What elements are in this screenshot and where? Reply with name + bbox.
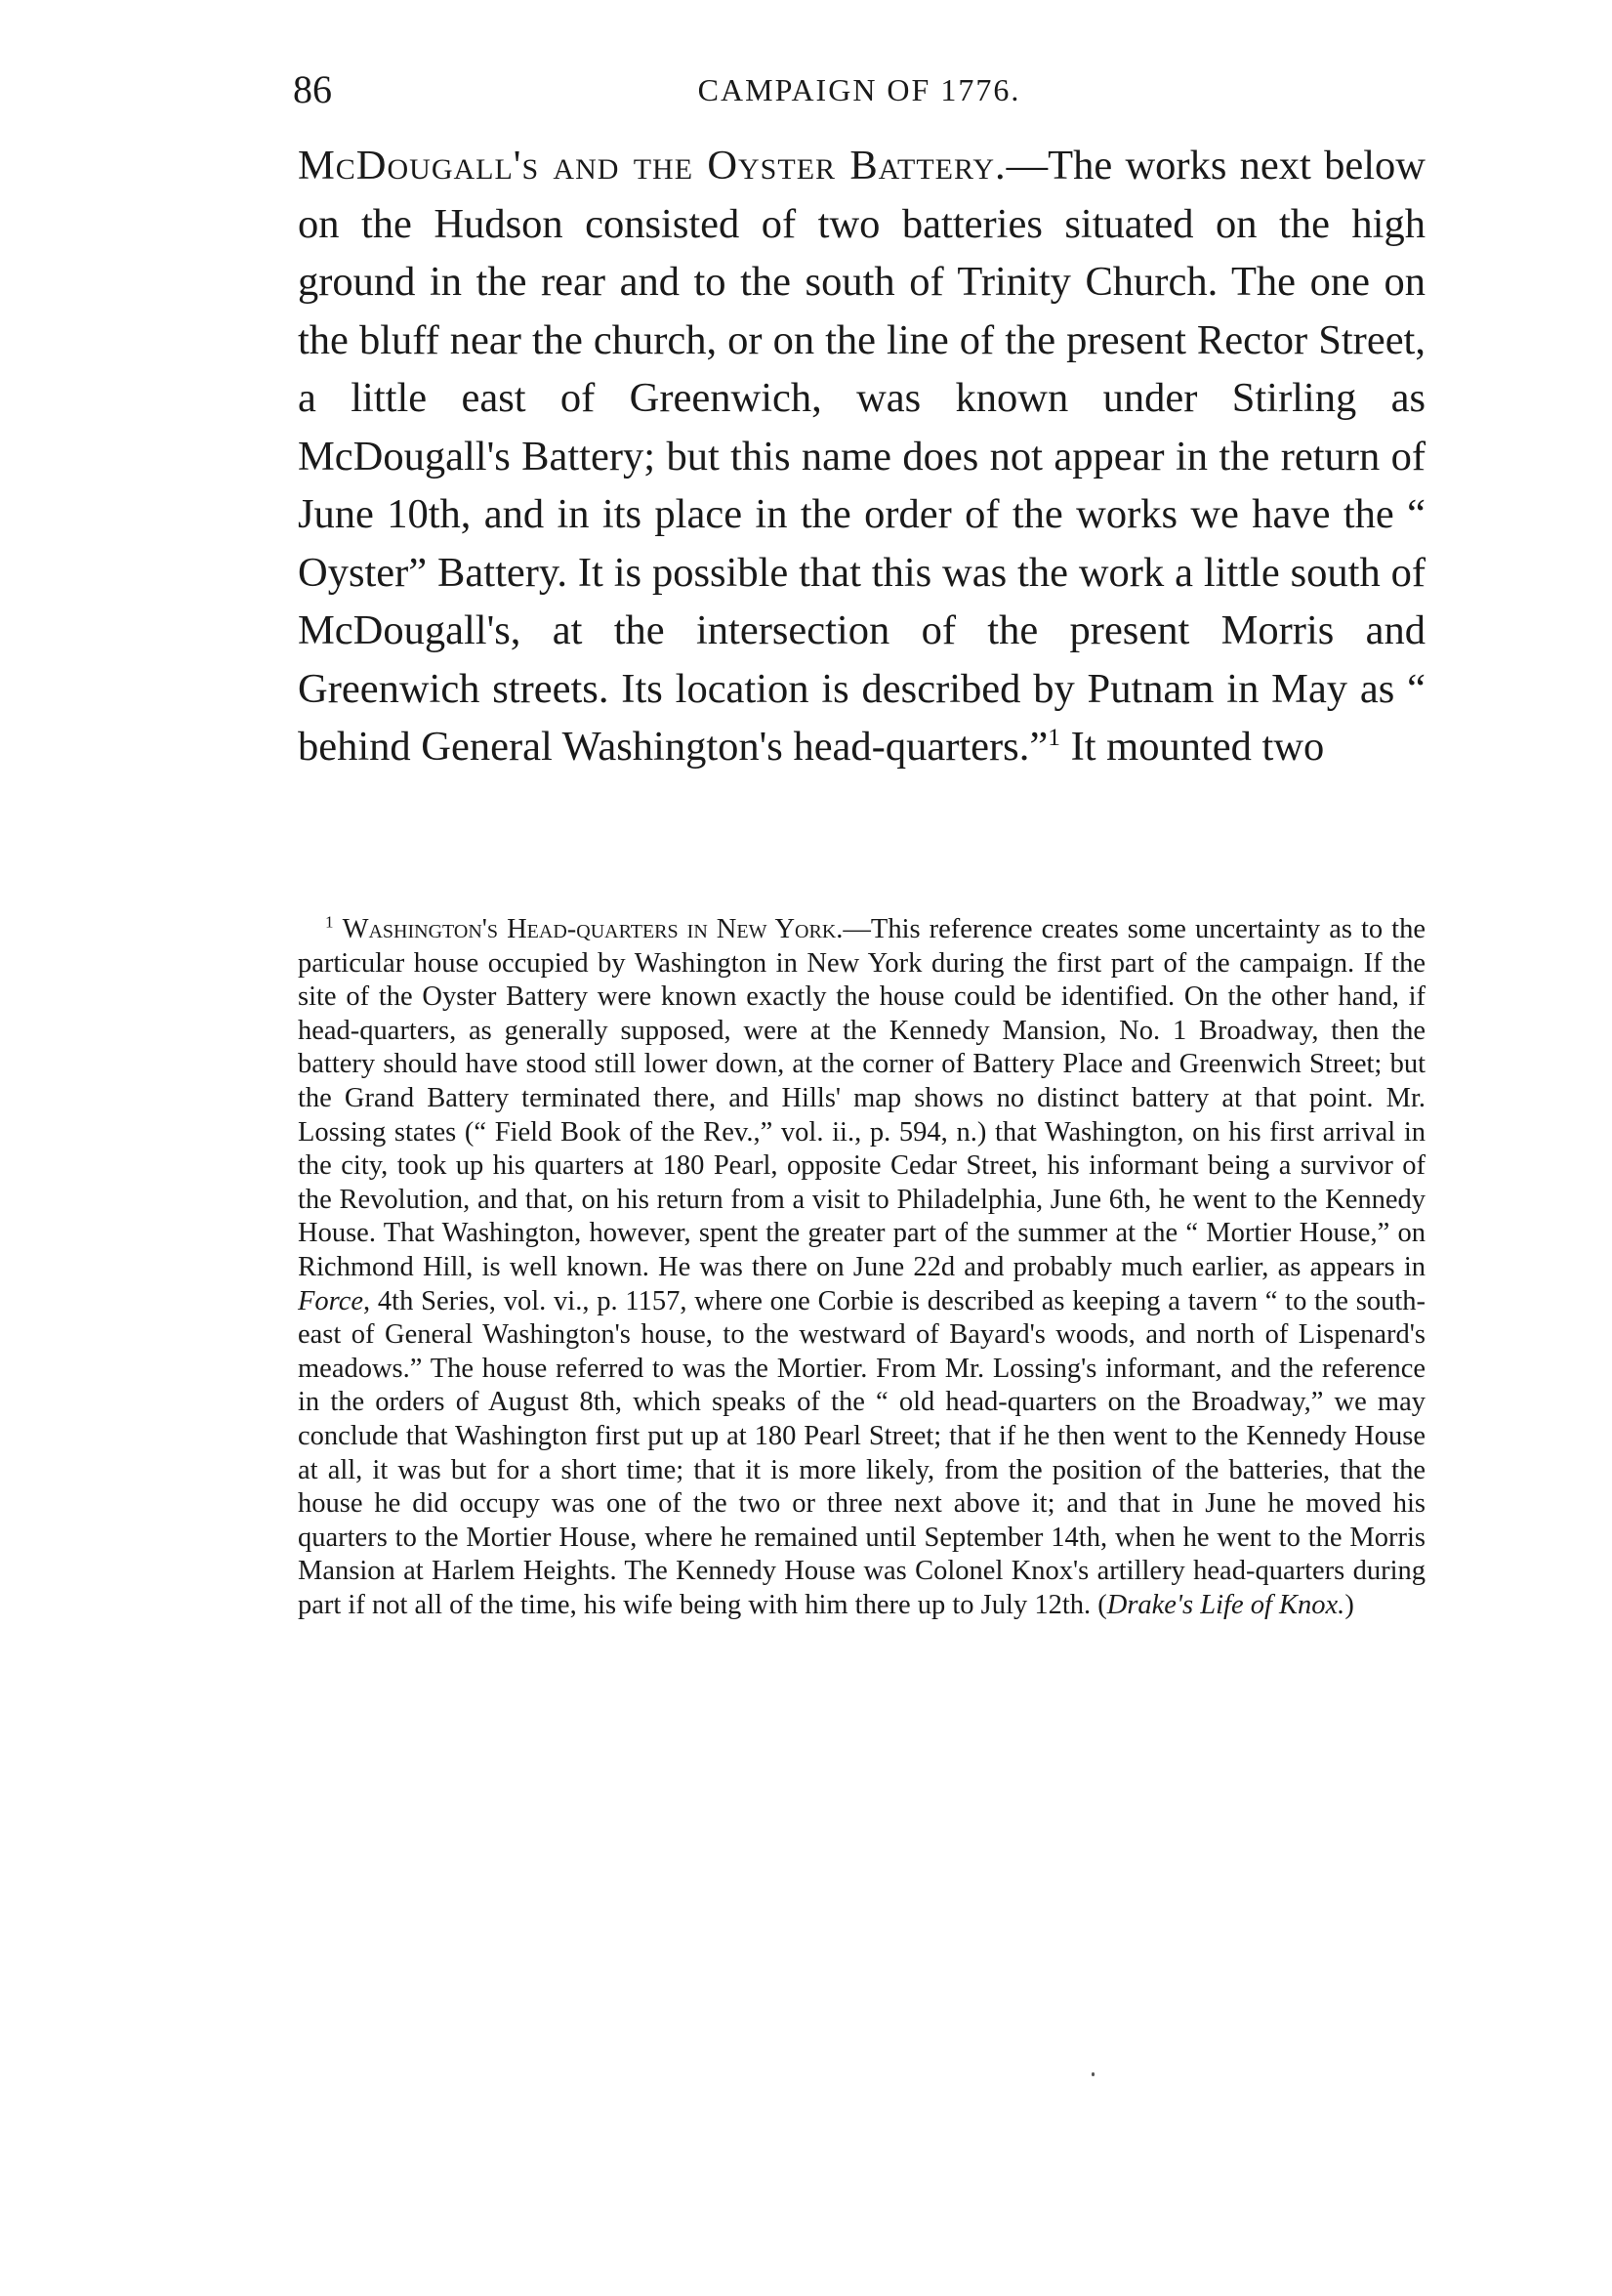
print-speck	[1092, 2072, 1095, 2076]
footnote-reference: 1	[1048, 722, 1060, 751]
source-citation: Drake's Life of Knox.	[1106, 1589, 1345, 1620]
paragraph-text	[298, 137, 1426, 776]
footnote-body-part1: —This reference creates some uncertainty as to the particular house occupied by Washington in New York during the first part of the campaign. If the site of the Oyster Battery were known exactly the house could be identified. On the other hand, if head-quarters, as generally supposed, were at the Kennedy Mansion, No. 1 Broadway, then the battery should have stood still lower down, at the corner of Battery Place and Greenwich Street; but the Grand Battery terminated there, and Hills' map shows no distinct battery at that point. Mr. Lossing states (“ Field Book of the Rev.,” vol. ii., p. 594, n.) that Washington, on his first arrival in the city, took up his quarters at 180 Pearl, opposite Cedar Street, his informant being a survivor of the Revolution, and that, on his return from a visit to Philadelphia, June 6th, he went to the Kennedy House. That Washington, however, spent the greater part of the summer at the “ Mortier House,” on Richmond Hill, is well known. He was there on June 22d and probably much earlier, as appears in	[298, 914, 1426, 1282]
page-number: 86	[293, 67, 332, 111]
closing-paren: )	[1344, 1589, 1354, 1620]
footnote-marker: 1	[325, 912, 334, 932]
paragraph-tail: It mounted two	[1059, 724, 1325, 770]
running-title: CAMPAIGN OF 1776.	[697, 72, 1021, 107]
section-heading: McDougall's and the Oyster Battery.	[298, 143, 1007, 188]
footnote	[298, 913, 1426, 1622]
footnote-body-part2: , 4th Series, vol. vi., p. 1157, where one Corbie is described as keeping a tavern “ to the south-east of General Washington's house, to the westward of Bayard's woods, and north of Lispenard's meadows.” The house referred to was the Mortier. From Mr. Lossing's informant, and the reference in the orders of August 8th, which speaks of the “ old head-quarters on the Broadway,” we may conclude that Washington first put up at 180 Pearl Street; that if he then went to the Kennedy House at all, it was but for a short time; that it is more likely, from the position of the batteries, that the house he did occupy was one of the two or three next above it; and that in June he moved his quarters to the Mortier House, where he remained until September 14th, when he went to the Morris Mansion at Harlem Heights. The Kennedy House was Colonel Knox's artillery head-quarters during part if not all of the time, his wife being with him there up to July 12th. (	[298, 1285, 1426, 1620]
footnote-heading: Washington's Head-quarters in New York.	[342, 914, 844, 944]
running-head	[293, 61, 1426, 119]
footnote-text	[298, 913, 1426, 1622]
main-paragraph	[298, 137, 1426, 776]
paragraph-body: —The works next below on the Hudson consisted of two batteries situated on the high ground in the rear and to the south of Trinity Church. The one on the bluff near the church, or on the line of the present Rector Street, a little east of Greenwich, was known under Stirling as McDougall's Battery; but this name does not appear in the return of June 10th, and in its place in the order of the works we have the “ Oyster” Battery. It is possible that this was the work a little south of McDougall's, at the intersection of the present Morris and Greenwich streets. Its location is described by Putnam in May as “ behind General Washington's head-quarters.”	[298, 143, 1426, 770]
force-citation: Force	[298, 1285, 363, 1316]
